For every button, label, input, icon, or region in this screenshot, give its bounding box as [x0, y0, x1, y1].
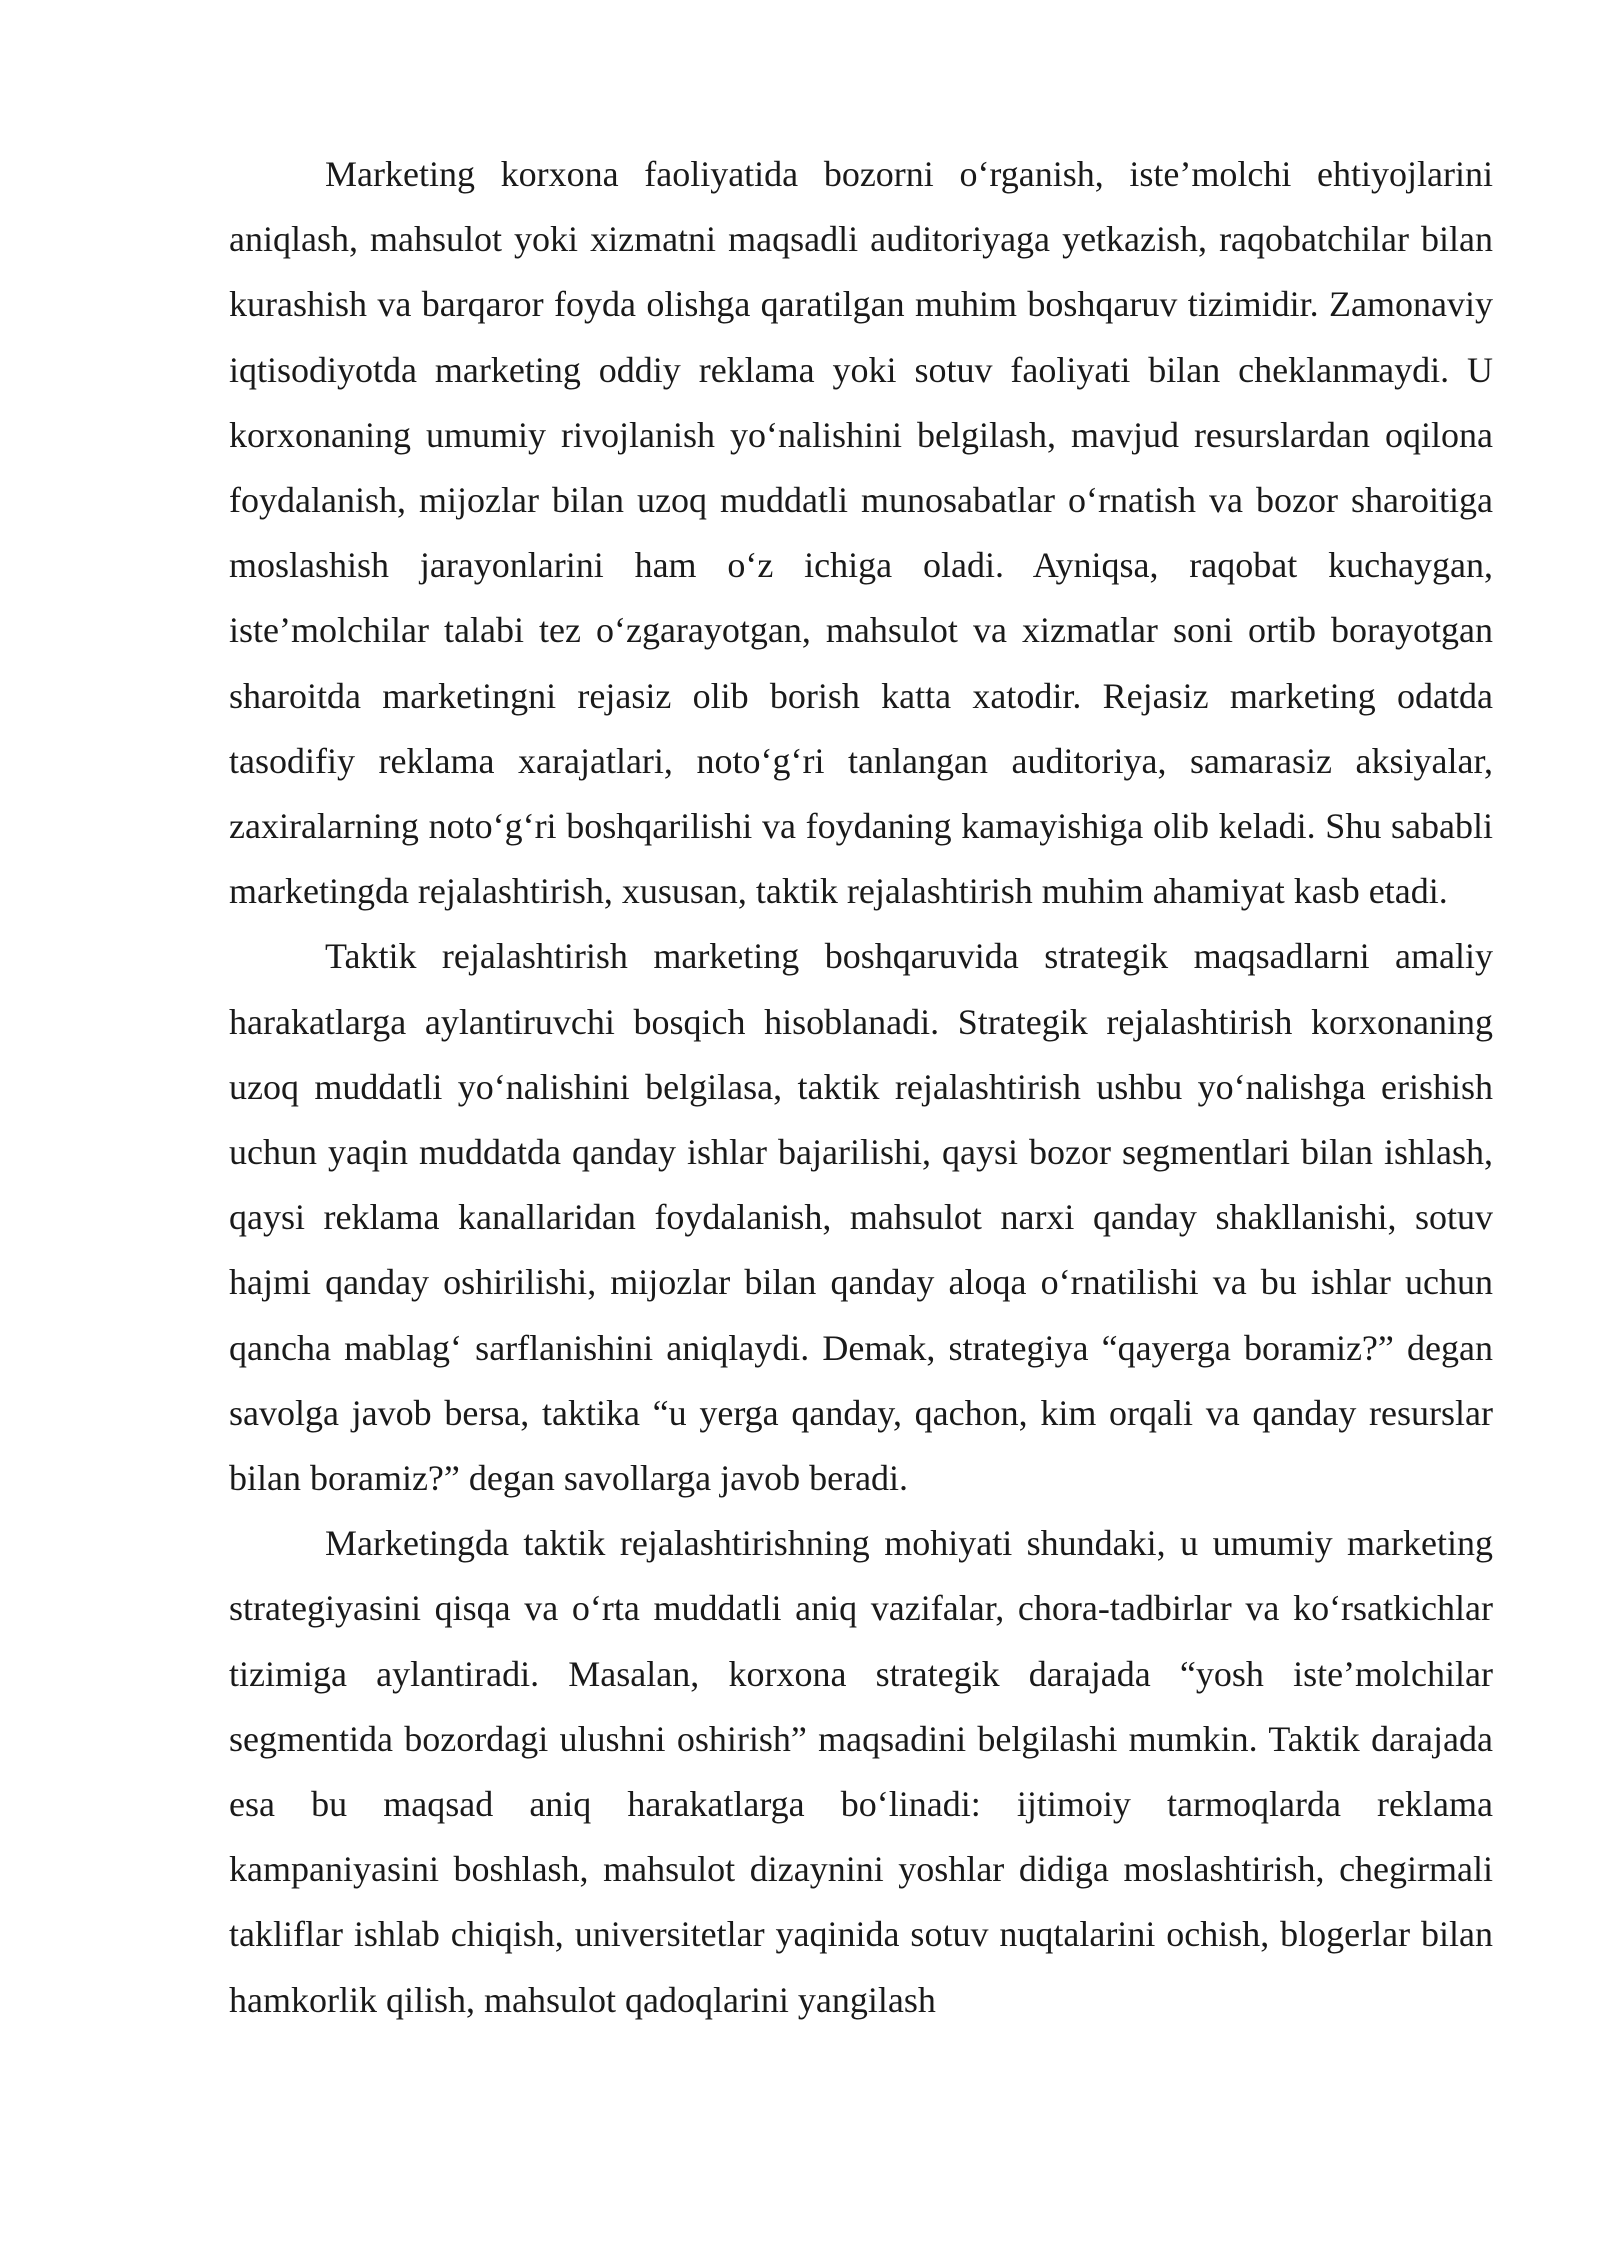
document-body [229, 142, 1493, 2033]
paragraph: Marketingda taktik rejalashtirishning mohiyati shundaki, u umumiy marketing strategiyasini qisqa va o‘rta muddatli aniq vazifalar, chora-tadbirlar va ko‘rsatkichlar tizimiga aylantiradi. Masalan, korxona strategik darajada “yosh iste’molchilar segmentida bozordagi ulushni oshirish” maqsadini belgilashi mumkin. Taktik darajada esa bu maqsad aniq harakatlarga bo‘linadi: ijtimoiy tarmoqlarda reklama kampaniyasini boshlash, mahsulot dizaynini yoshlar didiga moslashtirish, chegirmali takliflar ishlab chiqish, universitetlar yaqinida sotuv nuqtalarini ochish, blogerlar bilan hamkorlik qilish, mahsulot qadoqlarini yangilash [229, 1523, 1493, 2020]
paragraph: Taktik rejalashtirish marketing boshqaruvida strategik maqsadlarni amaliy harakatlarga aylantiruvchi bosqich hisoblanadi. Strategik rejalashtirish korxonaning uzoq muddatli yo‘nalishini belgilasa, taktik rejalashtirish ushbu yo‘nalishga erishish uchun yaqin muddatda qanday ishlar bajarilishi, qaysi bozor segmentlari bilan ishlash, qaysi reklama kanallaridan foydalanish, mahsulot narxi qanday shakllanishi, sotuv hajmi qanday oshirilishi, mijozlar bilan qanday aloqa o‘rnatilishi va bu ishlar uchun qancha mablag‘ sarflanishini aniqlaydi. Demak, strategiya “qayerga boramiz?” degan savolga javob bersa, taktika “u yerga qanday, qachon, kim orqali va qanday resurslar bilan boramiz?” degan savollarga javob beradi. [229, 936, 1493, 1499]
paragraph: Marketing korxona faoliyatida bozorni o‘rganish, iste’molchi ehtiyojlarini aniqlash, mahsulot yoki xizmatni maqsadli auditoriyaga yetkazish, raqobatchilar bilan kurashish va barqaror foyda olishga qaratilgan muhim boshqaruv tizimidir. Zamonaviy iqtisodiyotda marketing oddiy reklama yoki sotuv faoliyati bilan cheklanmaydi. U korxonaning umumiy rivojlanish yo‘nalishini belgilash, mavjud resurslardan oqilona foydalanish, mijozlar bilan uzoq muddatli munosabatlar o‘rnatish va bozor sharoitiga moslashish jarayonlarini ham o‘z ichiga oladi. Ayniqsa, raqobat kuchaygan, iste’molchilar talabi tez o‘zgarayotgan, mahsulot va xizmatlar soni ortib borayotgan sharoitda marketingni rejasiz olib borish katta xatodir. Rejasiz marketing odatda tasodifiy reklama xarajatlari, noto‘g‘ri tanlangan auditoriya, samarasiz aksiyalar, zaxiralarning noto‘g‘ri boshqarilishi va foydaning kamayishiga olib keladi. Shu sababli marketingda rejalashtirish, xususan, taktik rejalashtirish muhim ahamiyat kasb etadi. [229, 154, 1493, 912]
